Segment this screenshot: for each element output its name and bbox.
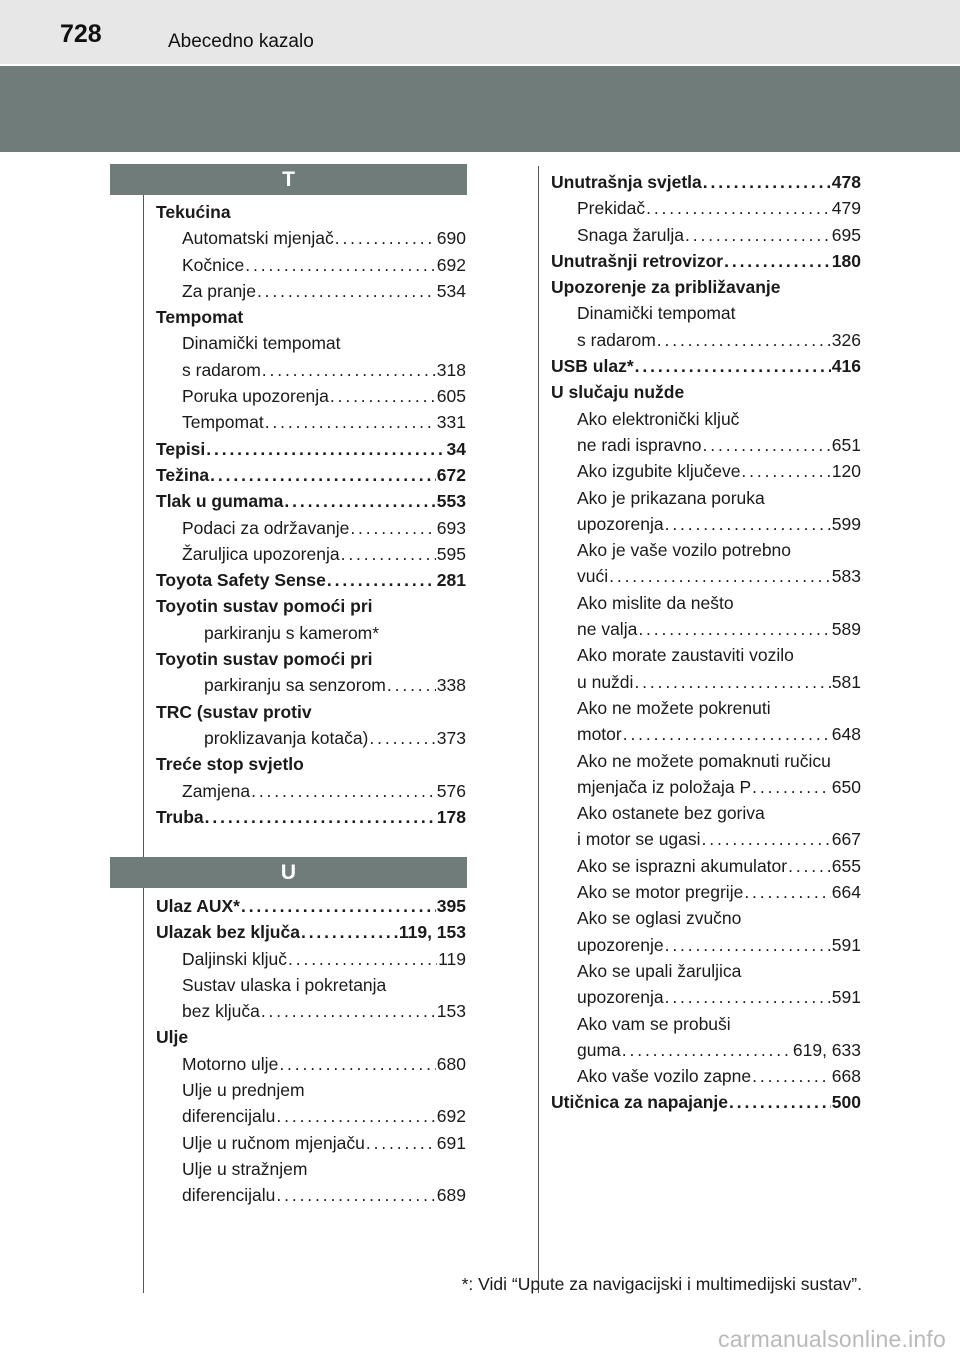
dot-leader: [752, 1063, 831, 1089]
index-entry-page: 331: [436, 412, 466, 433]
index-entry-page: 591: [831, 934, 861, 955]
index-entry-page: 619, 633: [792, 1039, 861, 1060]
index-entry: [156, 488, 466, 514]
index-entry-label: upozorenja: [577, 513, 664, 534]
index-entry-label: Tlak u gumama: [156, 491, 284, 512]
index-entry-label: Toyota Safety Sense: [156, 570, 326, 591]
index-entry-label: upozorenje: [577, 934, 664, 955]
index-entry-label: Ako se oglasi zvučno: [577, 908, 742, 929]
column-divider-right: [538, 166, 539, 1293]
column-divider-left: [143, 190, 144, 1293]
index-entry: [156, 462, 466, 488]
dot-leader: [335, 225, 436, 251]
dot-leader: [635, 353, 831, 379]
index-entry: [551, 485, 861, 511]
index-entry: [551, 958, 861, 984]
index-entry: [551, 984, 861, 1010]
index-entry-label: Ulje u prednjem: [182, 1080, 305, 1101]
index-column-t: [156, 199, 466, 830]
index-entry-label: U slučaju nužde: [551, 382, 685, 403]
dot-leader: [788, 853, 831, 879]
index-entry-page: 178: [436, 806, 466, 827]
index-entry-label: Snaga žarulja: [577, 224, 685, 245]
index-entry-page: 667: [831, 829, 861, 850]
index-entry-label: ne valja: [577, 619, 638, 640]
index-entry-label: diferencijalu: [182, 1106, 276, 1127]
index-entry-page: 664: [831, 882, 861, 903]
index-entry: [551, 669, 861, 695]
index-entry: [156, 946, 466, 972]
index-entry-page: 373: [436, 727, 466, 748]
dot-leader: [276, 1103, 435, 1129]
index-entry: [156, 199, 466, 225]
dot-leader: [657, 327, 831, 353]
index-entry-label: guma: [577, 1039, 621, 1060]
index-entry-label: Ako mislite da nešto: [577, 592, 734, 613]
index-column-u: [156, 893, 466, 1209]
index-entry-label: Upozorenje za približavanje: [551, 277, 781, 298]
index-entry: [551, 642, 861, 668]
index-entry-page: 180: [831, 250, 861, 271]
top-strip: [0, 0, 960, 64]
index-entry-label: Zamjena: [182, 780, 251, 801]
index-entry: [156, 330, 466, 356]
dot-leader: [284, 488, 435, 514]
index-entry-page: 595: [436, 543, 466, 564]
index-entry-label: Tepisi: [156, 438, 206, 459]
index-entry: [551, 1089, 861, 1115]
index-entry-label: Prekidač: [577, 198, 646, 219]
index-entry: [156, 998, 466, 1024]
index-entry-page: 416: [831, 356, 861, 377]
index-entry-page: 599: [831, 513, 861, 534]
index-entry-label: Ako izgubite ključeve: [577, 461, 741, 482]
index-entry: [551, 905, 861, 931]
index-entry-label: Ulazak bez ključa: [156, 922, 300, 943]
index-entry-page: 605: [436, 386, 466, 407]
index-entry-page: 651: [831, 434, 861, 455]
index-entry: [551, 1063, 861, 1089]
index-entry-page: 691: [436, 1132, 466, 1153]
index-entry: [156, 567, 466, 593]
index-entry-label: Tempomat: [156, 307, 244, 328]
index-entry: [551, 458, 861, 484]
index-entry-page: 692: [436, 254, 466, 275]
index-entry-label: Ako se motor pregrije: [577, 882, 744, 903]
index-entry: [551, 300, 861, 326]
dot-leader: [724, 248, 831, 274]
index-entry-label: Tempomat: [182, 412, 264, 433]
dot-leader: [741, 458, 830, 484]
index-entry-label: i motor se ugasi: [577, 829, 701, 850]
dot-leader: [638, 616, 830, 642]
watermark: carmanualsonline.info: [718, 1326, 946, 1352]
index-entry-label: Unutrašnji retrovizor: [551, 250, 724, 271]
index-entry: [551, 853, 861, 879]
index-entry-label: Ako ne možete pomaknuti ručicu: [577, 750, 831, 771]
index-entry: [551, 327, 861, 353]
index-entry: [156, 778, 466, 804]
index-entry-label: u nuždi: [577, 671, 634, 692]
dot-leader: [665, 932, 831, 958]
dot-leader: [744, 879, 830, 905]
index-entry-page: 693: [436, 517, 466, 538]
index-entry: [551, 169, 861, 195]
index-entry-label: Kočnice: [182, 254, 245, 275]
dot-leader: [703, 432, 831, 458]
index-entry-label: diferencijalu: [182, 1185, 276, 1206]
index-entry-label: Utičnica za napajanje: [551, 1092, 729, 1113]
index-entry-page: 648: [831, 724, 861, 745]
index-entry-label: USB ulaz*: [551, 356, 634, 377]
index-entry-label: Dinamički tempomat: [577, 303, 736, 324]
index-entry: [551, 774, 861, 800]
index-entry-page: 326: [831, 329, 861, 350]
dot-leader: [752, 774, 831, 800]
index-entry-label: Ulaz AUX*: [156, 896, 240, 916]
dot-leader: [702, 826, 831, 852]
index-entry-label: Toyotin sustav pomoći pri: [156, 649, 373, 670]
index-entry-page: 119, 153: [398, 922, 466, 943]
dot-leader: [327, 567, 436, 593]
index-entry: [156, 646, 466, 672]
index-entry-label: parkiranju s kamerom*: [204, 622, 380, 643]
dot-leader: [301, 919, 398, 945]
index-entry-page: 668: [831, 1066, 861, 1087]
dot-leader: [261, 998, 436, 1024]
dot-leader: [646, 195, 831, 221]
index-entry: [551, 406, 861, 432]
index-entry-label: bez ključa: [182, 1001, 260, 1022]
index-entry: [156, 593, 466, 619]
index-entry-page: 553: [436, 491, 466, 512]
index-entry-page: 500: [831, 1092, 861, 1113]
dot-leader: [341, 541, 436, 567]
index-entry-label: Truba: [156, 806, 204, 827]
section-letter-u: U: [110, 857, 467, 888]
index-entry: [551, 563, 861, 589]
index-entry: [551, 826, 861, 852]
index-entry-page: 591: [831, 987, 861, 1008]
index-entry: [551, 195, 861, 221]
index-entry-label: Ulje: [156, 1027, 189, 1048]
index-entry-label: Treće stop svjetlo: [156, 754, 304, 775]
index-entry-label: proklizavanja kotača): [204, 727, 369, 748]
dot-leader: [206, 436, 445, 462]
index-entry-page: 655: [831, 855, 861, 876]
index-entry: [156, 515, 466, 541]
index-entry-page: 281: [436, 570, 466, 591]
index-entry: [156, 278, 466, 304]
index-entry: [156, 919, 466, 945]
index-entry: [156, 699, 466, 725]
index-entry: [156, 620, 466, 646]
dot-leader: [350, 515, 435, 541]
index-entry: [551, 616, 861, 642]
index-entry-label: Ako je vaše vozilo potrebno: [577, 540, 792, 561]
page-title: Abecedno kazalo: [168, 31, 314, 52]
index-entry-page: 689: [436, 1185, 466, 1206]
index-entry: [156, 1103, 466, 1129]
dot-leader: [210, 462, 436, 488]
index-entry-label: Motorno ulje: [182, 1053, 279, 1074]
index-entry-page: 120: [831, 461, 861, 482]
index-entry: [156, 252, 466, 278]
index-entry: [551, 537, 861, 563]
dot-leader: [369, 725, 435, 751]
index-entry: [156, 972, 466, 998]
index-entry-page: 534: [436, 280, 466, 301]
index-entry-label: Ako ostanete bez goriva: [577, 803, 765, 824]
index-entry: [156, 1051, 466, 1077]
page-number: 728: [60, 20, 102, 48]
index-entry-page: 478: [831, 172, 861, 192]
index-entry-label: Žaruljica upozorenja: [182, 543, 340, 564]
dot-leader: [685, 222, 831, 248]
index-entry: [551, 1011, 861, 1037]
index-entry: [551, 248, 861, 274]
dot-leader: [265, 409, 436, 435]
index-entry: [551, 748, 861, 774]
index-entry: [156, 357, 466, 383]
dot-leader: [665, 511, 831, 537]
index-entry: [551, 590, 861, 616]
index-entry: [156, 893, 466, 919]
index-entry: [551, 379, 861, 405]
index-entry-label: Ulje u stražnjem: [182, 1158, 308, 1179]
index-entry-page: 581: [831, 671, 861, 692]
index-entry: [156, 804, 466, 830]
index-entry-label: Za pranje: [182, 280, 256, 301]
footnote: *: Vidi “Upute za navigacijski i multimedijski sustav”.: [461, 1274, 862, 1294]
index-entry-label: parkiranju sa senzorom: [204, 675, 386, 696]
index-entry-page: 690: [436, 228, 466, 249]
dot-leader: [622, 1037, 792, 1063]
index-entry-label: Automatski mjenjač: [182, 228, 334, 249]
index-entry: [551, 432, 861, 458]
index-entry-page: 338: [436, 675, 466, 696]
index-entry-page: 680: [436, 1053, 466, 1074]
index-entry: [156, 1182, 466, 1208]
index-entry: [156, 1130, 466, 1156]
index-entry: [551, 695, 861, 721]
index-entry: [551, 932, 861, 958]
index-entry: [156, 409, 466, 435]
index-entry-label: Ako vaše vozilo zapne: [577, 1066, 752, 1087]
index-entry-label: Tekućina: [156, 202, 231, 222]
dot-leader: [205, 804, 436, 830]
index-entry-label: TRC (sustav protiv: [156, 701, 312, 722]
index-entry: [156, 541, 466, 567]
dot-leader: [729, 1089, 831, 1115]
dot-leader: [241, 893, 436, 919]
dot-leader: [245, 252, 436, 278]
index-entry-label: Ako se isprazni akumulator: [577, 855, 788, 876]
index-entry: [156, 725, 466, 751]
index-entry-label: Daljinski ključ: [182, 948, 288, 969]
dot-leader: [251, 778, 436, 804]
index-entry: [156, 225, 466, 251]
index-entry-label: ne radi ispravno: [577, 434, 702, 455]
dot-leader: [609, 563, 831, 589]
dot-leader: [276, 1182, 435, 1208]
index-entry: [551, 800, 861, 826]
index-entry-label: s radarom: [182, 359, 261, 380]
index-entry-page: 153: [436, 1001, 466, 1022]
dot-leader: [257, 278, 436, 304]
dot-leader: [330, 383, 436, 409]
index-entry-label: Podaci za održavanje: [182, 517, 350, 538]
index-entry-page: 672: [436, 464, 466, 485]
dot-leader: [703, 169, 831, 195]
index-entry-label: s radarom: [577, 329, 656, 350]
index-entry-label: mjenjača iz položaja P: [577, 776, 752, 797]
index-entry: [551, 1037, 861, 1063]
index-entry: [156, 1024, 466, 1050]
dot-leader: [288, 946, 437, 972]
index-entry: [551, 721, 861, 747]
index-entry-label: Ako vam se probuši: [577, 1013, 731, 1034]
index-entry-label: Sustav ulaska i pokretanja: [182, 974, 387, 995]
index-entry-page: 119: [438, 948, 466, 969]
index-entry-page: 479: [831, 198, 861, 219]
index-entry-label: vući: [577, 566, 609, 587]
index-entry-page: 695: [831, 224, 861, 245]
index-entry: [551, 274, 861, 300]
index-entry-label: Ulje u ručnom mjenjaču: [182, 1132, 365, 1153]
dot-leader: [665, 984, 831, 1010]
index-entry: [156, 1156, 466, 1182]
dot-leader: [387, 672, 436, 698]
index-entry-label: Ako je prikazana poruka: [577, 487, 765, 508]
index-entry-label: Težina: [156, 464, 210, 485]
index-entry-page: 395: [436, 896, 466, 916]
index-entry-page: 583: [831, 566, 861, 587]
index-entry-page: 692: [436, 1106, 466, 1127]
dot-leader: [366, 1130, 436, 1156]
index-entry-page: 576: [436, 780, 466, 801]
index-entry: [551, 222, 861, 248]
section-letter-t: T: [110, 164, 467, 195]
index-entry-label: Ako se upali žaruljica: [577, 960, 742, 981]
index-entry: [156, 672, 466, 698]
header-band: [0, 66, 960, 152]
index-entry-label: Poruka upozorenja: [182, 386, 329, 407]
index-entry-label: Dinamički tempomat: [182, 333, 341, 354]
index-entry: [156, 751, 466, 777]
index-entry-page: 589: [831, 619, 861, 640]
index-column-u-continued: [551, 169, 861, 1116]
index-entry-page: 34: [446, 438, 466, 459]
dot-leader: [623, 721, 831, 747]
index-entry-label: Unutrašnja svjetla: [551, 172, 702, 192]
index-entry-label: motor: [577, 724, 622, 745]
index-entry-label: Ako morate zaustaviti vozilo: [577, 645, 794, 666]
index-entry-label: Toyotin sustav pomoći pri: [156, 596, 373, 617]
dot-leader: [634, 669, 830, 695]
index-entry: [156, 436, 466, 462]
index-entry: [156, 1077, 466, 1103]
index-entry-page: 650: [831, 776, 861, 797]
index-entry: [551, 511, 861, 537]
index-entry-page: 318: [436, 359, 466, 380]
index-entry-label: Ako ne možete pokrenuti: [577, 697, 771, 718]
dot-leader: [262, 357, 436, 383]
index-entry: [551, 879, 861, 905]
index-entry-label: Ako elektronički ključ: [577, 408, 740, 429]
index-entry: [551, 353, 861, 379]
index-entry: [156, 383, 466, 409]
index-entry: [156, 304, 466, 330]
index-entry-label: upozorenja: [577, 987, 664, 1008]
dot-leader: [279, 1051, 435, 1077]
